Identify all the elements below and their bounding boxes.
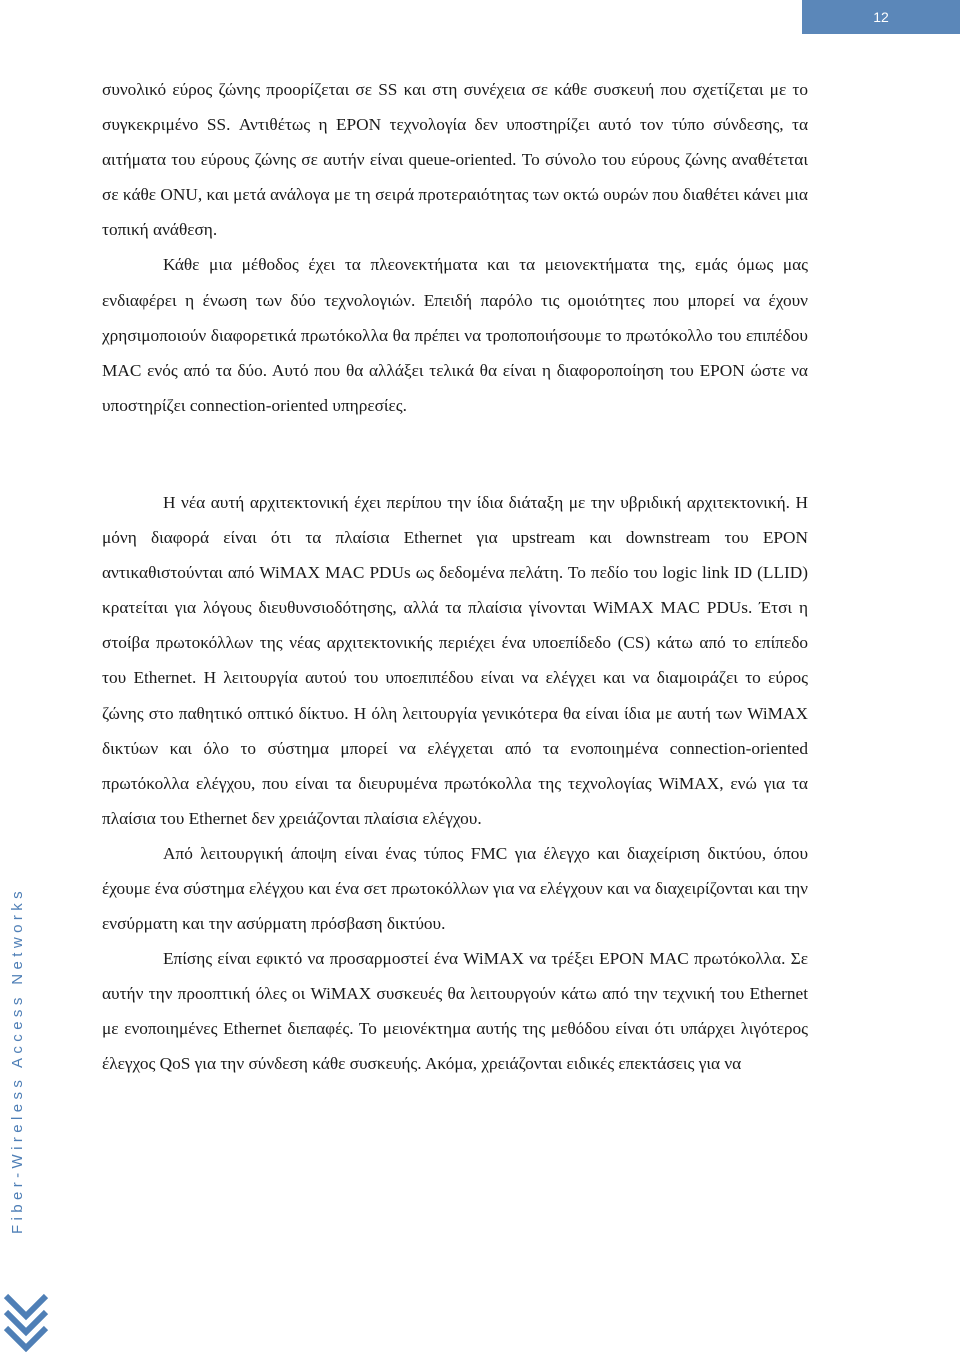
double-chevron-logo-icon [2,1290,50,1352]
page-number: 12 [873,9,889,25]
paragraph-continuation: συνολικό εύρος ζώνης προορίζεται σε SS και στη συνέχεια σε κάθε συσκευή που σχετίζεται με το συγκεκριμένο SS. Αντιθέτως η EPON τεχνολογία δεν υποστηρίζει αυτό τον τύπο σύνδεσης, τα αιτήματα του εύρους ζώνης σε αυτήν είναι queue-oriented. Το σύνολο του εύρους ζώνης αναθέτεται σε κάθε ONU, και μετά ανάλογα με τη σειρά προτεραιότητας των οκτώ ουρών που διαθέτει κάνει μια τοπική ανάθεση. [102,80,808,240]
side-running-title [7,855,29,1265]
page-number-tab [802,0,960,34]
paragraph-fmc: Από λειτουργική άποψη είναι ένας τύπος FMC για έλεγχο και διαχείριση δικτύου, όπου έχουμε ένα σύστημα ελέγχου και ένα σετ πρωτοκόλλων για να ελέγχουν και να διαχειρίζονται και την ενσύρματη και την ασύρματη πρόσβαση δικτύου. [102,843,808,934]
paragraph-architecture: Η νέα αυτή αρχιτεκτονική έχει περίπου την ίδια διάταξη με την υβριδική αρχιτεκτονική. Η μόνη διαφορά είναι ότι τα πλαίσια Ethernet για upstream και downstream του EPON αντικαθιστούνται από WiMAX MAC PDUs ως δεδομένα πελάτη. Το πεδίο του logic link ID (LLID) κρατείται για λόγους διευθυνσιοδότησης, αλλά τα πλαίσια γίνονται WiMAX MAC PDUs. Έτσι η στοίβα πρωτοκόλλων της νέας αρχιτεκτονικής περιέχει ένα υποεπίδεδο (CS) κάτω από το επίπεδο του Ethernet. Η λειτουργία αυτού του υποεπιπέδου είναι να ελέγχει και να διαμοιράζει το εύρος ζώνης στο παθητικό οπτικό δίκτυο. Η όλη λειτουργία γενικότερα θα είναι ίδια με αυτή των WiMAX δικτύων και όλο το σύστημα μπορεί να ελέγχεται από τα ενοποιημένα connection-oriented πρωτόκολλα ελέγχου, που είναι τα διευρυμένα πρωτόκολλα της τεχνολογίας WiMAX, ενώ για τα πλαίσια του Ethernet δεν χρειάζονται πλαίσια ελέγχου. [102,492,808,828]
page-body [102,72,808,1082]
side-running-title-text: Fiber-Wireless Access Networks [9,886,27,1234]
paragraph-wimax-epon: Επίσης είναι εφικτό να προσαρμοστεί ένα WiMAX να τρέξει EPON MAC πρωτόκολλα. Σε αυτήν την προοπτική όλες οι WiMAX συσκευές θα λειτουργούν κάτω από την τεχνική του Ethernet με ενοποιημένες Ethernet διεπαφές. Το μειονέκτημα αυτής της μεθόδου είναι ότι υπάρχει λιγότερος έλεγχος QoS για την σύνδεση κάθε συσκευής. Ακόμα, χρειάζονται ειδικές επεκτάσεις για να [102,949,808,1074]
paragraph-methods: Κάθε μια μέθοδος έχει τα πλεονεκτήματα και τα μειονεκτήματα της, εμάς όμως μας ενδιαφέρει η ένωση των δύο τεχνολογιών. Επειδή παρόλο τις ομοιότητες που μπορεί να έχουν χρησιμοποιούν διαφορετικά πρωτόκολλα θα πρέπει να τροποποιήσουμε το πρωτόκολλο του επιπέδου MAC ενός από τα δύο. Αυτό που θα αλλάξει τελικά θα είναι η διαφοροποίηση του EPON ώστε να υποστηρίζει connection-oriented υπηρεσίες. [102,255,808,415]
